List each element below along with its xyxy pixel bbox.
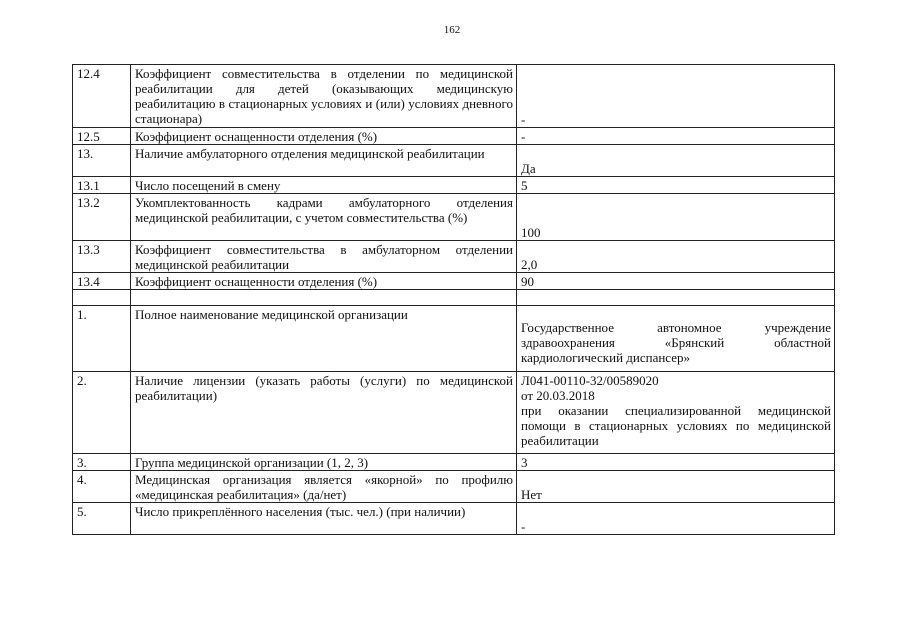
row-value: - (517, 503, 835, 535)
row-value: - (517, 128, 835, 145)
row-value: 90 (517, 273, 835, 290)
table-row (73, 306, 835, 372)
rehabilitation-data-table (72, 64, 835, 535)
row-number: 13.3 (73, 241, 131, 273)
row-value (517, 372, 835, 454)
row-label: Наличие амбулаторного отделения медицинской реабилитации (131, 145, 517, 177)
row-number: 13. (73, 145, 131, 177)
row-label: Укомплектованность кадрами амбулаторного отделения медицинской реабилитации, с учетом совместительства (%) (131, 194, 517, 241)
table-row (73, 65, 835, 128)
row-number: 4. (73, 471, 131, 503)
table-row (73, 145, 835, 177)
row-value: 5 (517, 177, 835, 194)
row-number: 12.5 (73, 128, 131, 145)
table-row (73, 128, 835, 145)
page-number: 162 (443, 24, 461, 36)
row-label: Медицинская организация является «якорной» по профилю «медицинская реабилитация» (да/нет) (131, 471, 517, 503)
table-row (73, 372, 835, 454)
row-label: Число посещений в смену (131, 177, 517, 194)
row-number: 2. (73, 372, 131, 454)
table-row (73, 471, 835, 503)
row-value: Государственное автономное учреждение здравоохранения «Брянский областной кардиологический диспансер» (517, 306, 835, 372)
table-row (73, 454, 835, 471)
table-row (73, 177, 835, 194)
row-number: 3. (73, 454, 131, 471)
row-value: Да (517, 145, 835, 177)
table-row (73, 194, 835, 241)
row-number: 13.1 (73, 177, 131, 194)
row-label: Коэффициент совместительства в отделении по медицинской реабилитации для детей (оказывающих медицинскую реабилитацию в стационарных условиях и (или) условиях дневного стационара) (131, 65, 517, 128)
row-value: 2,0 (517, 241, 835, 273)
table-row (73, 273, 835, 290)
row-label: Коэффициент оснащенности отделения (%) (131, 128, 517, 145)
row-label: Число прикреплённого населения (тыс. чел.) (при наличии) (131, 503, 517, 535)
row-label: Наличие лицензии (указать работы (услуги) по медицинской реабилитации) (131, 372, 517, 454)
row-number: 5. (73, 503, 131, 535)
row-value: 3 (517, 454, 835, 471)
row-number: 1. (73, 306, 131, 372)
license-number: Л041-00110-32/00589020 (521, 373, 659, 388)
row-label: Полное наименование медицинской организации (131, 306, 517, 372)
license-scope: при оказании специализированной медицинской помощи в стационарных условиях по медицинской реабилитации (521, 403, 831, 448)
row-number: 13.2 (73, 194, 131, 241)
row-value: 100 (517, 194, 835, 241)
row-label: Коэффициент совместительства в амбулаторном отделении медицинской реабилитации (131, 241, 517, 273)
row-value: - (517, 65, 835, 128)
row-number: 12.4 (73, 65, 131, 128)
row-value: Нет (517, 471, 835, 503)
license-date: от 20.03.2018 (521, 388, 595, 403)
table-row (73, 503, 835, 535)
row-label: Группа медицинской организации (1, 2, 3) (131, 454, 517, 471)
row-label: Коэффициент оснащенности отделения (%) (131, 273, 517, 290)
row-number: 13.4 (73, 273, 131, 290)
section-separator (73, 290, 835, 306)
table-row (73, 241, 835, 273)
